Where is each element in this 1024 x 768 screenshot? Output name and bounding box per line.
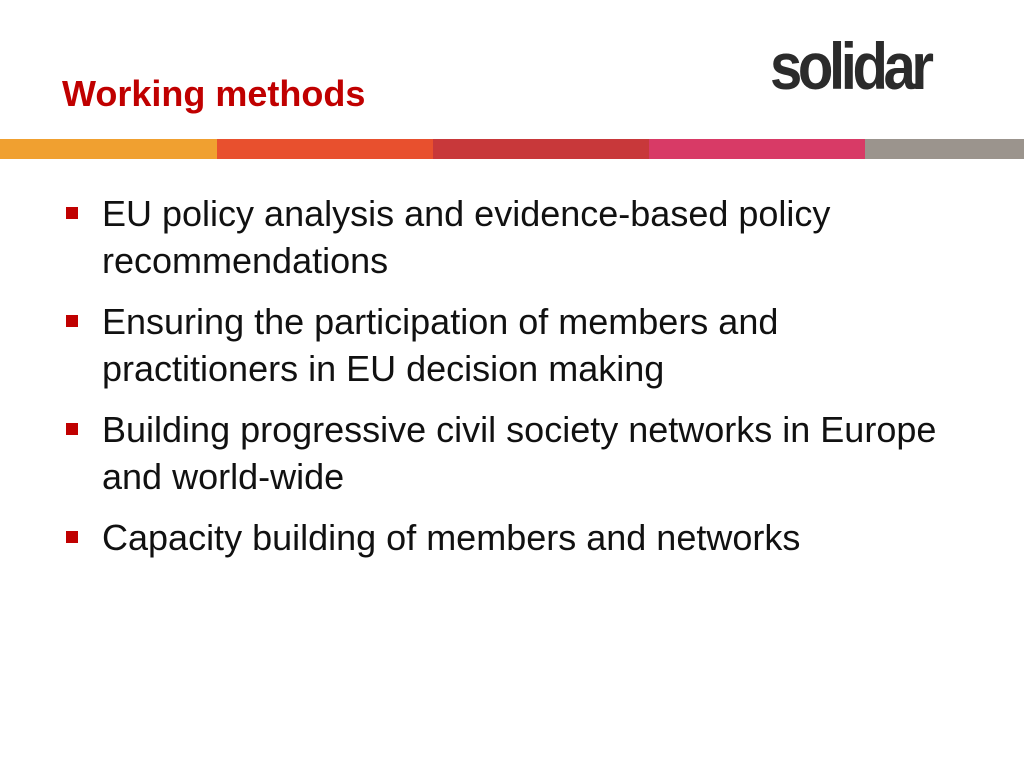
bullet-text: Capacity building of members and networks — [102, 517, 801, 558]
square-bullet-icon — [66, 207, 78, 219]
stripe-segment-red-orange — [217, 139, 433, 159]
square-bullet-icon — [66, 531, 78, 543]
square-bullet-icon — [66, 315, 78, 327]
stripe-segment-pink — [649, 139, 865, 159]
square-bullet-icon — [66, 423, 78, 435]
slide-title: Working methods — [62, 73, 366, 114]
bullet-text: Building progressive civil society networks in Europe and world-wide — [102, 409, 937, 497]
bullet-item — [62, 298, 982, 392]
stripe-segment-orange — [0, 139, 217, 159]
stripe-segment-dark-red — [433, 139, 649, 159]
bullet-list — [62, 190, 982, 575]
bullet-text: EU policy analysis and evidence-based policy recommendations — [102, 193, 831, 281]
bullet-text: Ensuring the participation of members and practitioners in EU decision making — [102, 301, 779, 389]
solidar-logo: solidar — [770, 29, 930, 103]
bullet-item — [62, 514, 982, 561]
bullet-item — [62, 190, 982, 284]
bullet-item — [62, 406, 982, 500]
stripe-segment-grey — [865, 139, 1024, 159]
color-stripe — [0, 139, 1024, 159]
